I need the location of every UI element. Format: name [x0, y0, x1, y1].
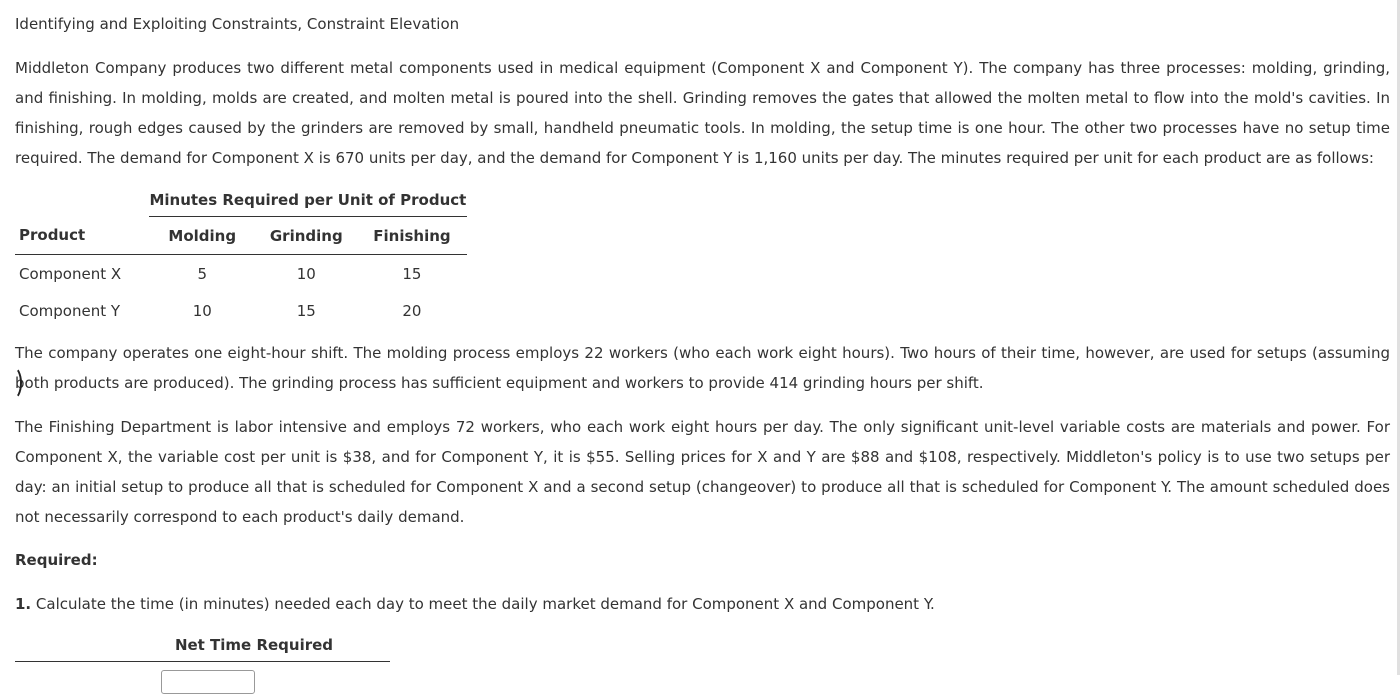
- question-1: [15, 594, 935, 614]
- row-finishing: 15: [402, 264, 422, 283]
- minutes-table: [15, 184, 467, 329]
- header-molding: Molding: [149, 217, 256, 255]
- row-molding: 10: [192, 301, 212, 320]
- finishing-paragraph: The Finishing Department is labor intensive and employs 72 workers, who each work eight hours per day. The only significant unit-level variable costs are materials and power. For Component X, the variable cost per unit is $38, and for Component Y, it is $55. Selling prices for X and Y are $88 and $108, respectively. Middleton's policy is to use two setups per day: an initial setup to produce all that is scheduled for Component X and a second setup (changeover) to produce all that is scheduled for Component Y. The amount scheduled does not necessarily correspond to each product's daily demand.: [15, 418, 1390, 526]
- header-finishing: Finishing: [357, 217, 467, 255]
- row-grinding: 15: [296, 301, 316, 320]
- required-label: Required:: [15, 551, 98, 569]
- question-text: Calculate the time (in minutes) needed each day to meet the daily market demand for Component X and Component Y.: [35, 595, 935, 613]
- collapse-handle[interactable]: [4, 366, 22, 400]
- net-time-input[interactable]: [161, 670, 255, 694]
- row-product: Component X: [19, 264, 122, 283]
- row-molding: 5: [197, 264, 208, 283]
- header-product: Product: [15, 217, 149, 255]
- row-finishing: 20: [402, 301, 422, 320]
- question-number: 1.: [15, 595, 32, 613]
- header-grinding: Grinding: [256, 217, 357, 255]
- row-product: Component Y: [19, 301, 121, 320]
- table-spacer: [15, 184, 149, 217]
- net-time-caption: Net Time Required: [15, 634, 390, 662]
- net-time-section: [15, 634, 390, 662]
- shift-paragraph: The company operates one eight-hour shift. The molding process employs 22 workers (who each work eight hours). Two hours of their time, however, are used for setups (assuming both products are produced). The grinding process has sufficient equipment and workers to provide 414 grinding hours per shift.: [15, 344, 1390, 392]
- table-row: [15, 255, 467, 293]
- page-title: Identifying and Exploiting Constraints, Constraint Elevation: [15, 15, 460, 33]
- intro-paragraph: Middleton Company produces two different metal components used in medical equipment (Component X and Component Y). The company has three processes: molding, grinding, and finishing. In molding, molds are created, and molten metal is poured into the shell. Grinding removes the gates that allowed the molten metal to flow into the mold's cavities. In finishing, rough edges caused by the grinders are removed by small, handheld pneumatic tools. In molding, the setup time is one hour. The other two processes have no setup time required. The demand for Component X is 670 units per day, and the demand for Component Y is 1,160 units per day. The minutes required per unit for each product are as follows:: [15, 59, 1390, 167]
- table-row: [15, 292, 467, 329]
- row-grinding: 10: [296, 264, 316, 283]
- table-caption: Minutes Required per Unit of Product: [149, 184, 467, 217]
